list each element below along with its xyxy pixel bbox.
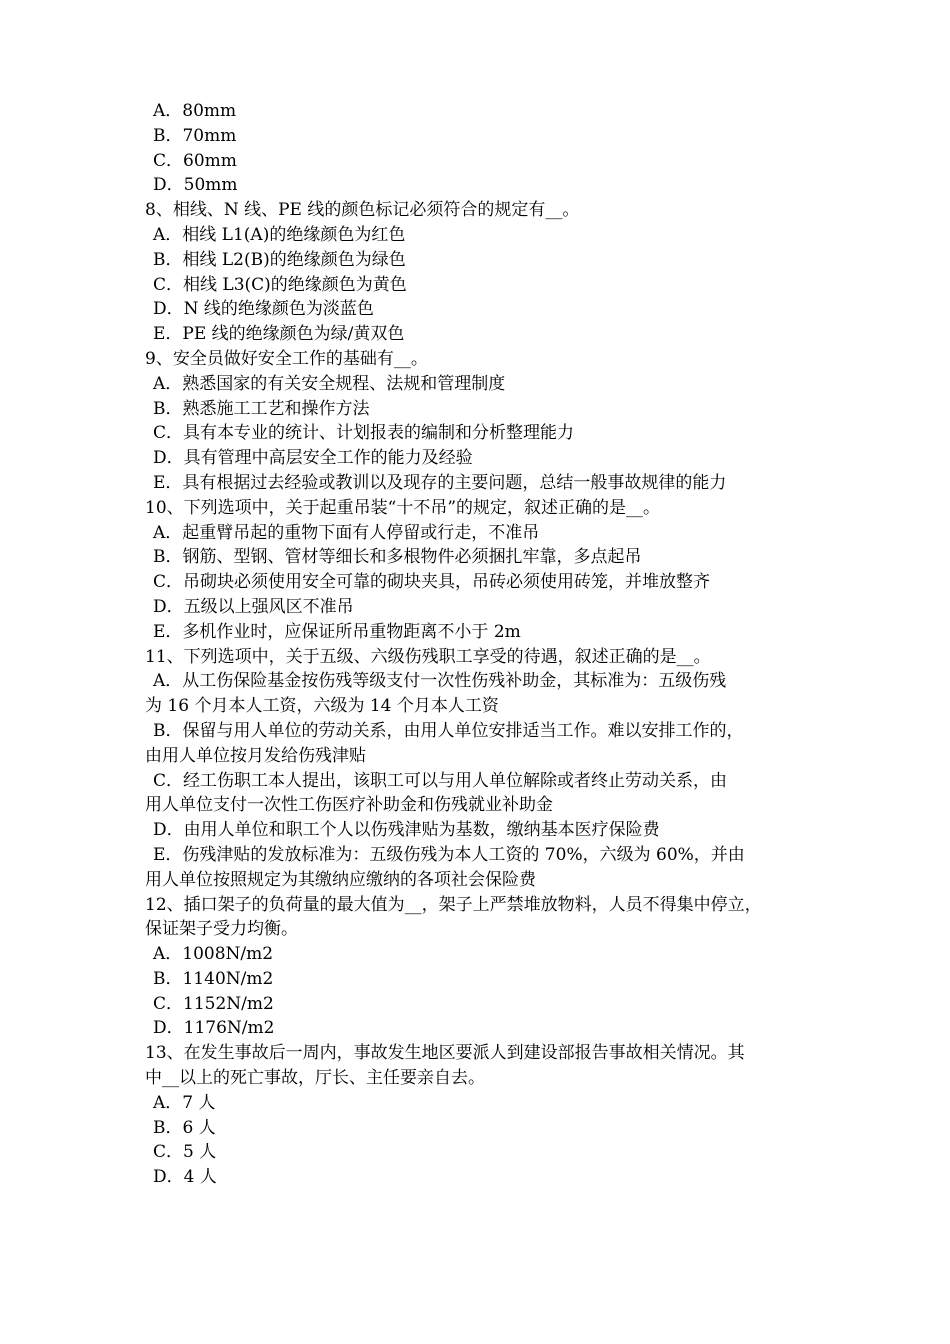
- answer-option-line: D．50mm: [153, 175, 238, 196]
- answer-option-line: E．具有根据过去经验或教训以及现存的主要问题，总结一般事故规律的能力: [153, 472, 727, 493]
- answer-option-line: C．60mm: [153, 150, 237, 171]
- answer-option-line: B．钢筋、型钢、管材等细长和多根物件必须捆扎牢靠，多点起吊: [153, 547, 642, 568]
- answer-option-line: D．1176N/m2: [153, 1018, 275, 1039]
- answer-option-line: B．保留与用人单位的劳动关系，由用人单位安排适当工作。难以安排工作的，: [153, 720, 744, 741]
- answer-option-line: D．由用人单位和职工个人以伤残津贴为基数，缴纳基本医疗保险费: [153, 820, 660, 841]
- answer-option-line: C．5 人: [153, 1142, 217, 1163]
- question-text-line: 13、在发生事故后一周内，事故发生地区要派人到建设部报告事故相关情况。其: [145, 1043, 745, 1064]
- answer-option-line: A．相线 L1(A)的绝缘颜色为红色: [153, 224, 406, 245]
- answer-option-line: B．1140N/m2: [153, 968, 274, 989]
- question-text-line: 由用人单位按月发给伤残津贴: [145, 745, 366, 766]
- answer-option-line: A．7 人: [153, 1092, 216, 1113]
- answer-option-line: C．吊砌块必须使用安全可靠的砌块夹具，吊砖必须使用砖笼，并堆放整齐: [153, 572, 711, 593]
- question-text-line: 保证架子受力均衡。: [145, 919, 298, 940]
- answer-option-line: A．80mm: [153, 101, 237, 121]
- answer-option-line: A．熟悉国家的有关安全规程、法规和管理制度: [153, 373, 506, 394]
- question-text-line: 9、安全员做好安全工作的基础有__。: [145, 348, 428, 369]
- answer-option-line: A．起重臂吊起的重物下面有人停留或行走，不准吊: [153, 522, 540, 543]
- answer-option-line: E．伤残津贴的发放标准为：五级伤残为本人工资的 70%，六级为 60%，并由: [153, 844, 745, 865]
- question-text-line: 用人单位按照规定为其缴纳应缴纳的各项社会保险费: [145, 869, 536, 890]
- document-page: [145, 99, 810, 1190]
- question-text-line: 11、下列选项中，关于五级、六级伤残职工享受的待遇，叙述正确的是__。: [145, 646, 711, 667]
- answer-option-line: E．PE 线的绝缘颜色为绿/黄双色: [153, 324, 405, 345]
- answer-option-line: D．4 人: [153, 1167, 217, 1188]
- answer-option-line: E．多机作业时，应保证所吊重物距离不小于 2m: [153, 621, 521, 642]
- answer-option-line: A．1008N/m2: [153, 944, 274, 965]
- answer-option-line: D．五级以上强风区不准吊: [153, 596, 354, 617]
- question-text-line: 8、相线、N 线、PE 线的颜色标记必须符合的规定有__。: [145, 200, 580, 221]
- answer-option-line: B．6 人: [153, 1117, 216, 1138]
- answer-option-line: D．具有管理中高层安全工作的能力及经验: [153, 448, 473, 469]
- question-text-line: 中__以上的死亡事故，厅长、主任要亲自去。: [145, 1068, 485, 1089]
- answer-option-line: B．70mm: [153, 125, 237, 146]
- answer-option-line: B．熟悉施工工艺和操作方法: [153, 398, 370, 419]
- question-text-line: 用人单位支付一次性工伤医疗补助金和伤残就业补助金: [145, 795, 553, 816]
- answer-option-line: A．从工伤保险基金按伤残等级支付一次性伤残补助金，其标准为：五级伤残: [153, 671, 727, 692]
- answer-option-line: C．经工伤职工本人提出，该职工可以与用人单位解除或者终止劳动关系，由: [153, 770, 728, 791]
- answer-option-line: C．1152N/m2: [153, 993, 274, 1014]
- question-text-line: 为 16 个月本人工资，六级为 14 个月本人工资: [145, 696, 499, 717]
- answer-option-line: C．具有本专业的统计、计划报表的编制和分析整理能力: [153, 423, 575, 444]
- answer-option-line: C．相线 L3(C)的绝缘颜色为黄色: [153, 274, 407, 295]
- answer-option-line: B．相线 L2(B)的绝缘颜色为绿色: [153, 249, 406, 270]
- question-text-line: 10、下列选项中，关于起重吊装“十不吊”的规定，叙述正确的是__。: [145, 497, 661, 518]
- answer-option-line: D．N 线的绝缘颜色为淡蓝色: [153, 299, 374, 320]
- question-text-line: 12、插口架子的负荷量的最大值为__，架子上严禁堆放物料，人员不得集中停立，: [145, 894, 762, 915]
